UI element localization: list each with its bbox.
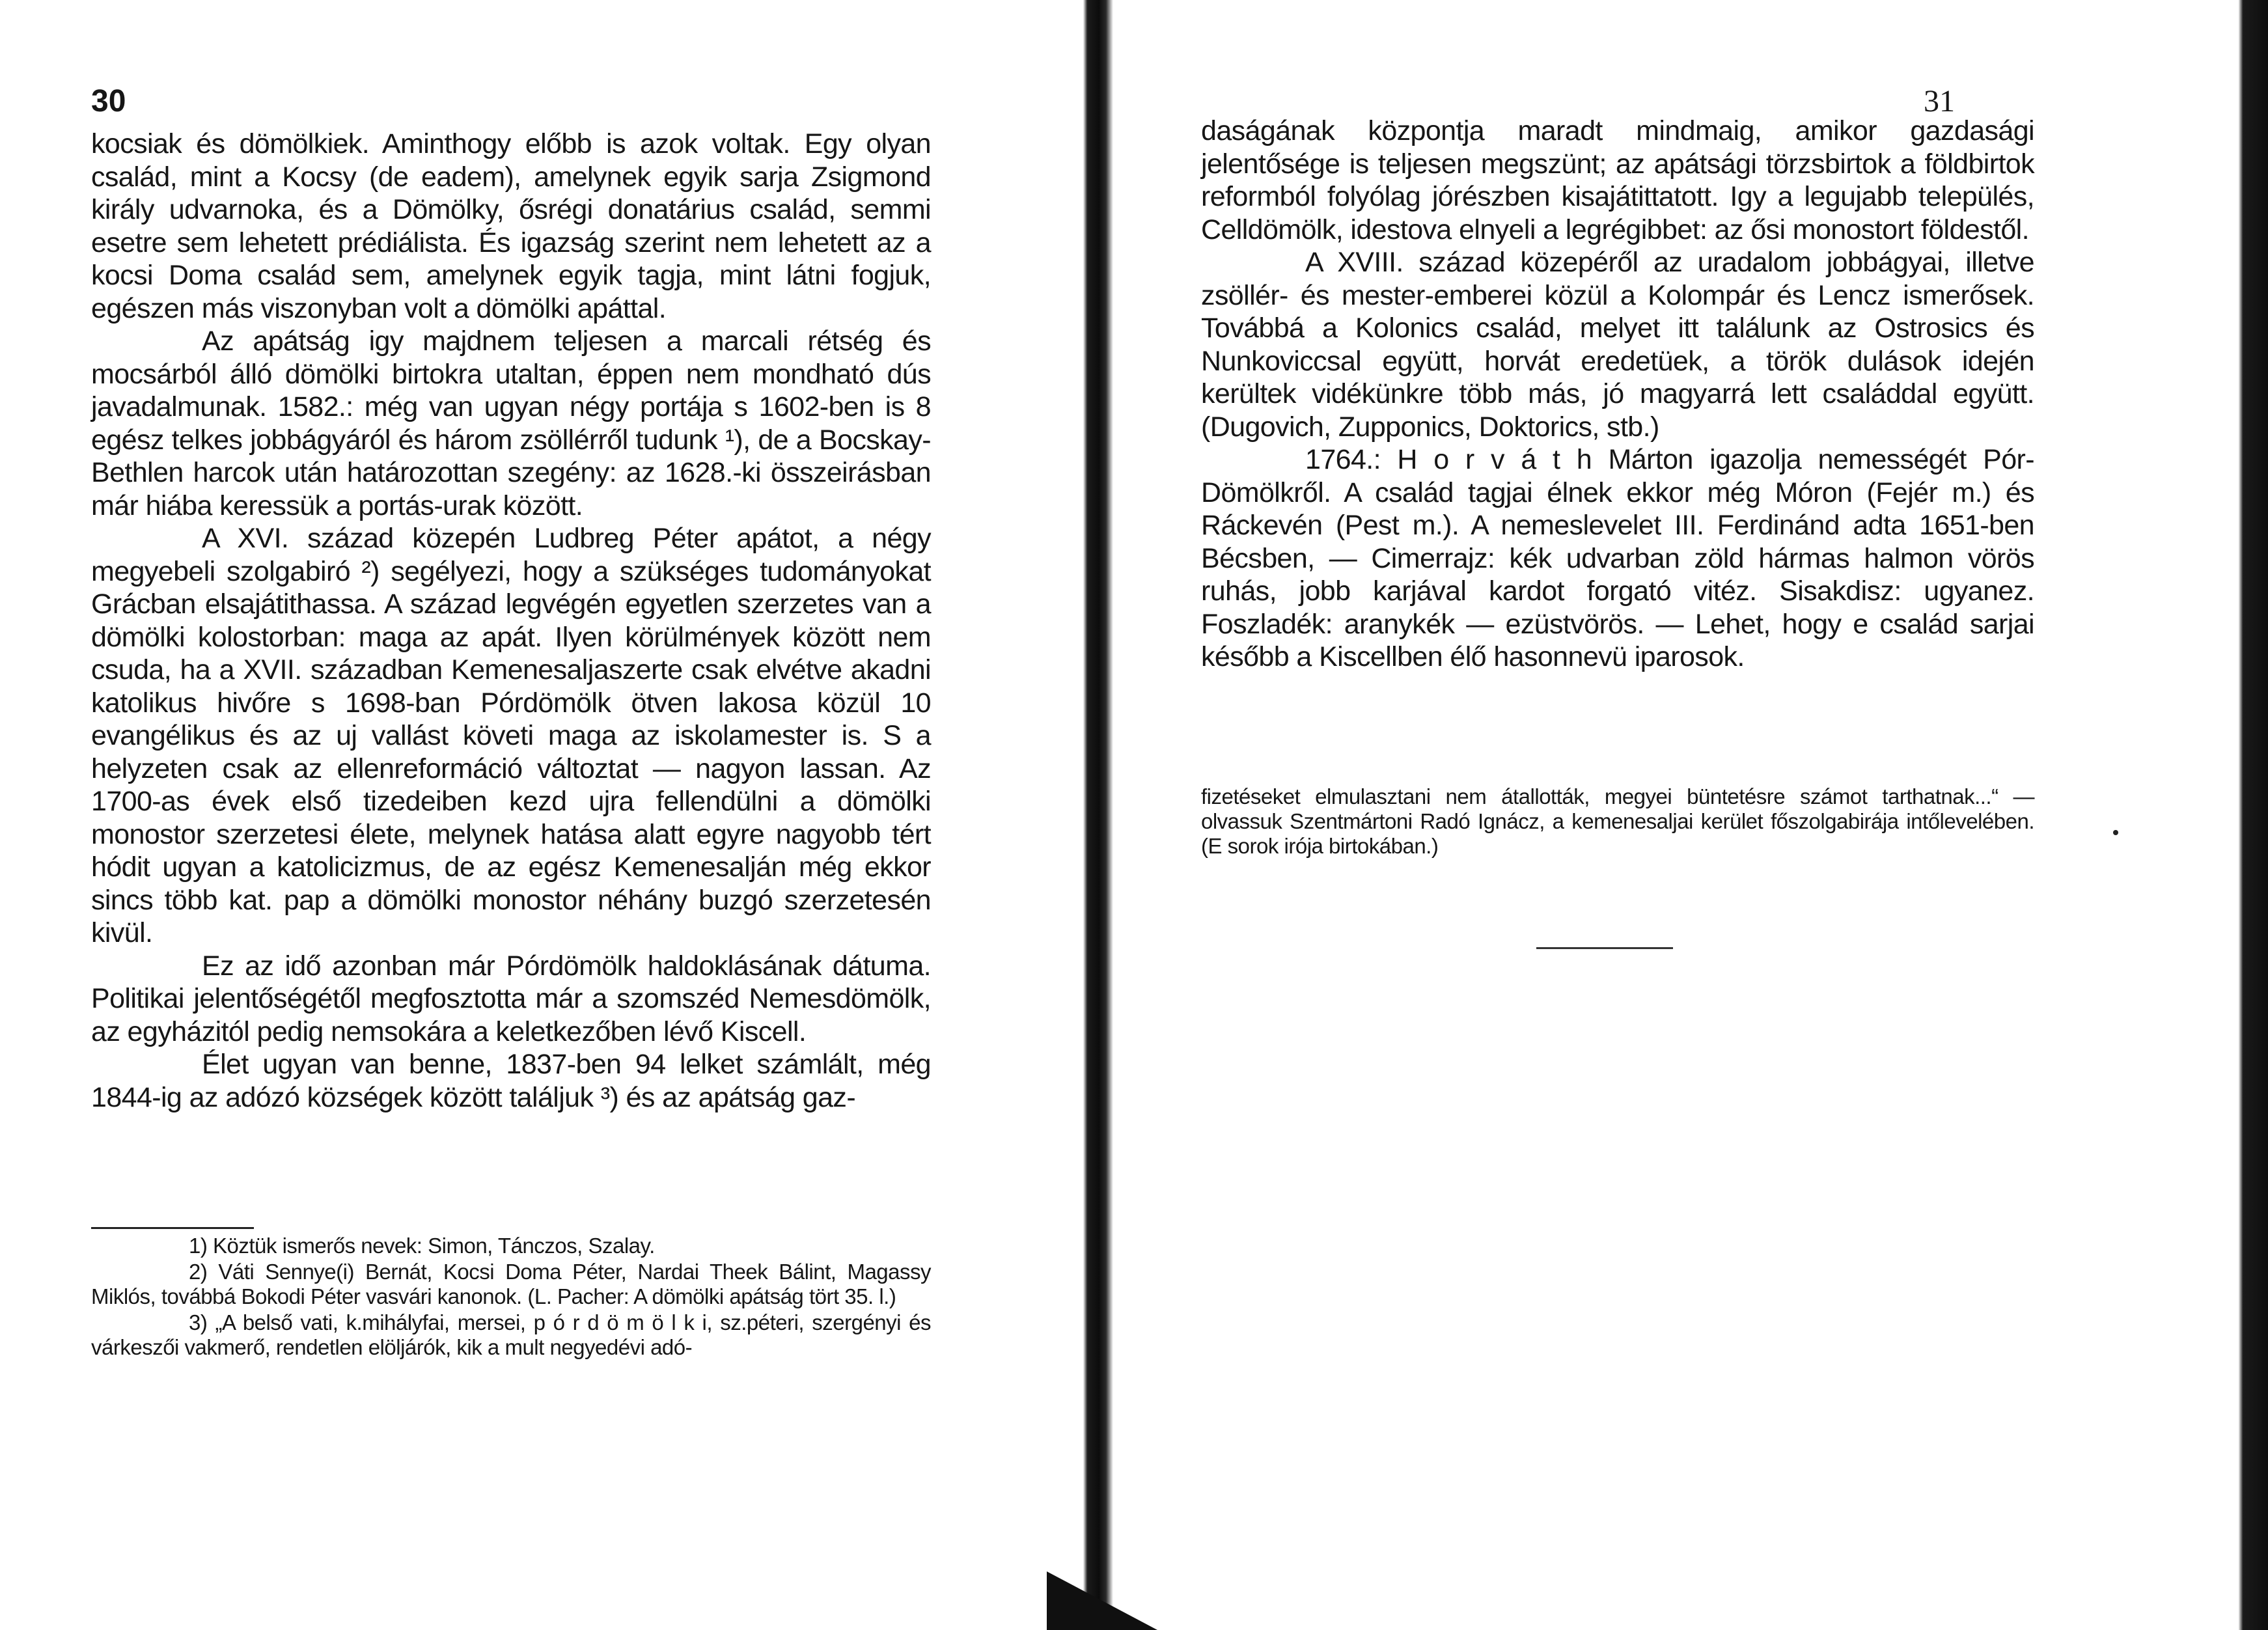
paragraph: Ez az idő azonban már Pórdömölk haldoklásának dátuma. Politikai jelentőségétől megfosztotta már a szomszéd Nemesdömölk, az egyházitól pedig nemsokára a keletkezőben lévő Kiscell. [91,950,931,1047]
book-gutter-shadow [1042,0,1113,1630]
page-edge-shadow [2222,0,2268,1630]
footnote-separator [91,1227,254,1229]
paragraph: 1764.: H o r v á t h Márton igazolja nemességét Pór-Dömölkről. A család tagjai élnek ekkor még Móron (Fejér m.) és Ráckevén (Pest m.). A nemeslevelet III. Ferdinánd adta 1651-ben Bécsben, — Cimerrajz: kék udvarban zöld hármas halmon vörös ruhás, jobb karjával kardot forgató vitéz. Sisakdisz: ugyanez. Foszladék: aranykék — ezüstvörös. — Lehet, hogy e család sarjai később a Kiscellben élő hasonnevü iparosok. [1201,444,2034,672]
main-text [91,128,931,1114]
end-rule [1536,947,1673,949]
paragraph: Élet ugyan van benne, 1837-ben 94 lelket számlált, még 1844-ig az adózó községek között találjuk ³) és az apátság gaz- [91,1049,931,1113]
footnotes [91,1234,931,1361]
footnote: 2) Váti Sennye(i) Bernát, Kocsi Doma Péter, Nardai Theek Bálint, Magassy Miklós, továbbá Bokodi Péter vasvári kanonok. (L. Pacher: A dömölki apátság tört 35. l.) [91,1260,931,1308]
page-number: 31 [1924,84,1955,118]
paragraph: Az apátság igy majdnem teljesen a marcali rétség és mocsárból álló dömölki birtokra utaltan, éppen nem mondható dús javadalmunak. 1582.: még van ugyan négy portája s 1602-ben is 8 egész telkes jobbágyáról és három zsöllérről tudunk ¹), de a Bocskay-Bethlen harcok után határozottan szegény: az 1628.-ki összeirásban már hiába keressük a portás-urak között. [91,325,931,521]
page-number: 30 [91,84,126,118]
paragraph: A XVI. század közepén Ludbreg Péter apátot, a négy megyebeli szolgabiró ²) segélyezi, hogy a szükséges tudományokat Grácban elsajátithassa. A század legvégén egyetlen szerzetes van a dömölki kolostorban: maga az apát. Ilyen körülmények között nem csuda, ha a XVII. században Kemenesaljaszerte csak elvétve akadni katolikus hivőre s 1698-ban Pórdömölk ötven lakosa közül 10 evangélikus és az uj vallást követi maga az iskolamester is. S a helyzeten csak az ellenreformáció változtat — nagyon lassan. Az 1700-as évek első tizedeiben kezd ujra fellendülni a dömölki monostor szerzetesi élete, melynek hatása alatt egyre nagyobb tért hódit ugyan a katolicizmus, de az egész Kemenesalján még ekkor sincs több kat. pap a dömölki monostor néhány buzgó szerzetesén kivül. [91,523,931,948]
paragraph: A XVIII. század közepéről az uradalom jobbágyai, illetve zsöllér- és mester-emberei közül a Kolompár és Lencz ismerősek. Továbbá a Kolonics család, melyet itt találunk az Ostrosics és Nunkoviccsal együtt, horvát eredetüek, a török dulások idején kerültek vidékünkre több más, jó magyarrá lett családdal együtt. (Dugovich, Zupponics, Doktorics, stb.) [1201,247,2034,443]
paragraph: daságának központja maradt mindmaig, amikor gazdasági jelentősége is teljesen megszünt; az apátsági törzsbirtok a földbirtok reformból folyólag jórészben kisajátittatott. Igy a legujabb település, Celldömölk, idestova elnyeli a legrégibbet: az ősi monostort földestől. [1201,115,2034,245]
paragraph: kocsiak és dömölkiek. Aminthogy előbb is azok voltak. Egy olyan család, mint a Kocsy (de eadem), amelynek egyik sarja Zsigmond király udvarnoka, és a Dömölky, ősrégi donatárius család, semmi esetre sem lehetett prédiálista. És igazság szerint nem lehetett az a kocsi Doma család sem, amelynek egyik tagja, mint látni fogjuk, egészen más viszonyban volt a dömölki apáttal. [91,128,931,324]
left-page [0,0,1081,1630]
footnote: 1) Köztük ismerős nevek: Simon, Tánczos, Szalay. [189,1234,655,1258]
footnotes [1201,784,2034,860]
footnote: fizetéseket elmulasztani nem átallották, megyei büntetésre számot tarthatnak...“ — olvassuk Szentmártoni Radó Ignácz, a kemenesaljai kerület főszolgabirája intőlevelében. (E sorok irója birtokában.) [1201,784,2034,858]
footnote: 3) „A belső vati, k.mihályfai, mersei, p ó r d ö m ö l k i, sz.péteri, szergényi és várkeszői vakmerő, rendetlen elöljárók, kik a mult negyedévi adó- [91,1310,931,1359]
main-text [1201,115,2034,674]
stray-mark [2113,830,2118,835]
right-page [1107,0,2268,1630]
